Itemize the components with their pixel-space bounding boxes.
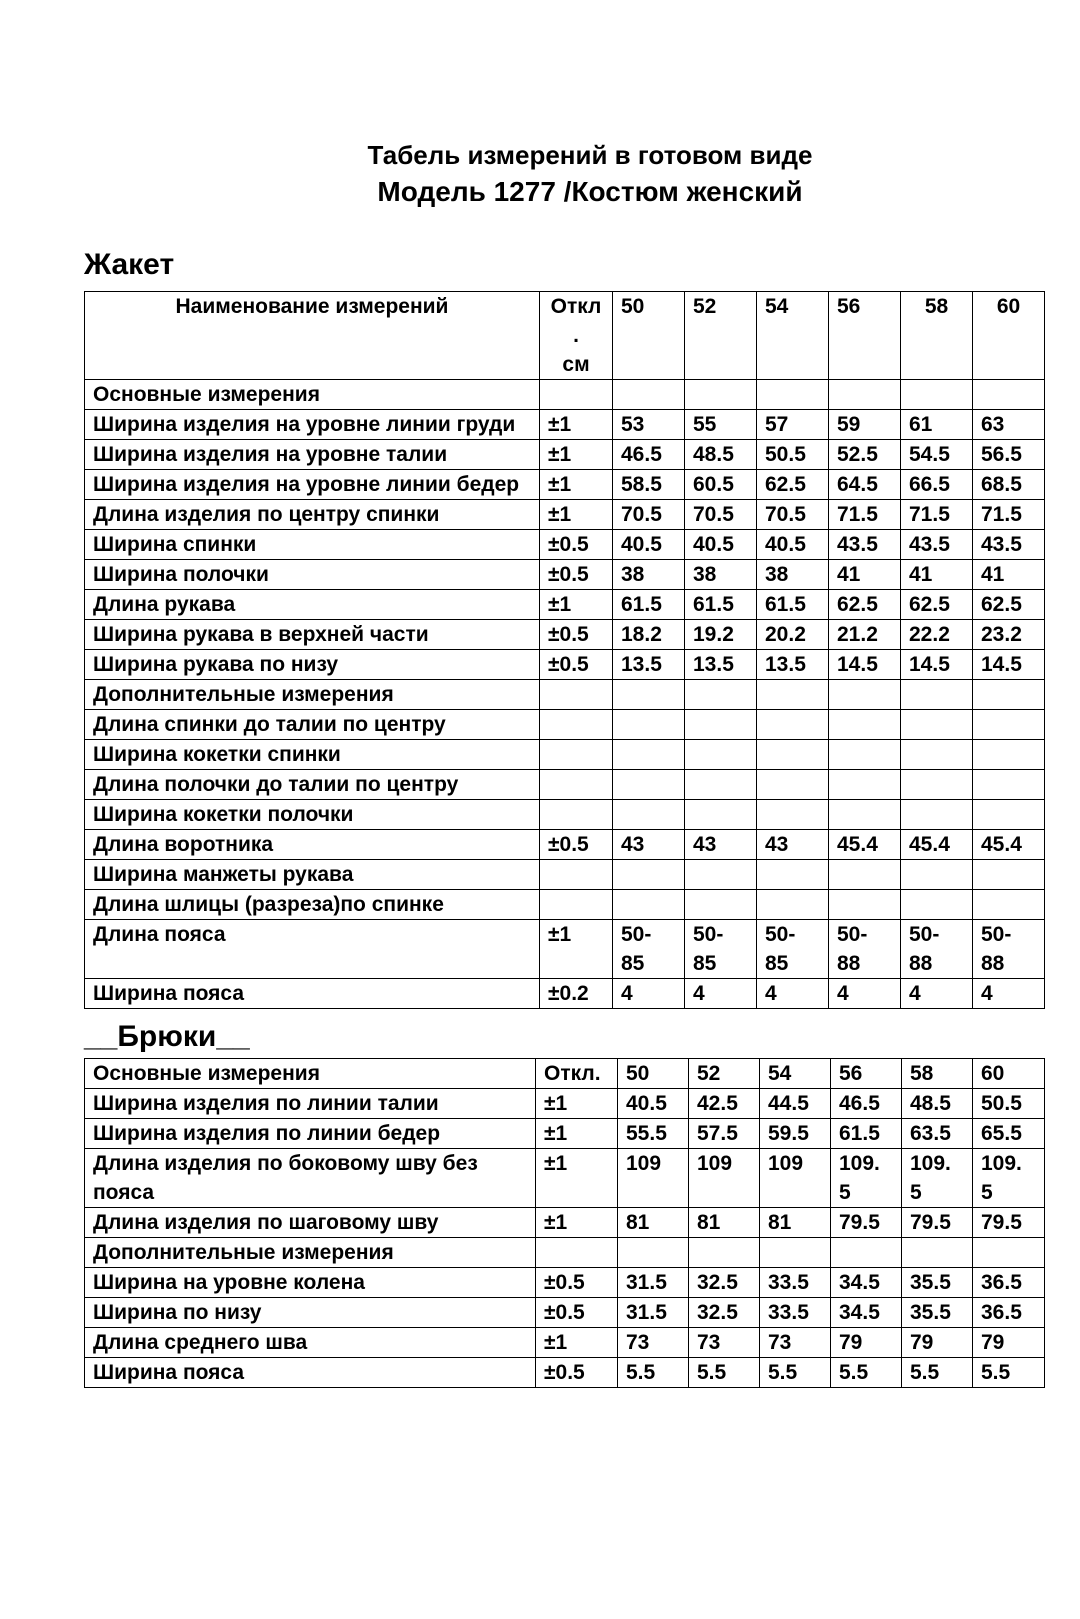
value-cell: 45.4 xyxy=(829,830,901,860)
measurement-name: Ширина изделия по линии бедер xyxy=(85,1119,536,1149)
value-cell xyxy=(685,740,757,770)
value-cell xyxy=(973,860,1045,890)
value-cell: 40.5 xyxy=(613,530,685,560)
measurement-name: Ширина кокетки полочки xyxy=(85,800,540,830)
value-cell: 68.5 xyxy=(973,470,1045,500)
measurement-name: Длина изделия по боковому шву без пояса xyxy=(85,1149,536,1208)
value-cell xyxy=(757,740,829,770)
value-cell xyxy=(685,680,757,710)
value-cell: 19.2 xyxy=(685,620,757,650)
table-row xyxy=(85,410,1045,440)
measurement-name: Длина рукава xyxy=(85,590,540,620)
measurement-name: Длина изделия по центру спинки xyxy=(85,500,540,530)
value-cell: 58.5 xyxy=(613,470,685,500)
value-cell xyxy=(973,710,1045,740)
value-cell: 14.5 xyxy=(829,650,901,680)
value-cell: 81 xyxy=(618,1208,689,1238)
measurement-name: Длина полочки до талии по центру xyxy=(85,770,540,800)
value-cell xyxy=(685,380,757,410)
value-cell: 40.5 xyxy=(757,530,829,560)
value-cell: 43.5 xyxy=(829,530,901,560)
table-row xyxy=(85,560,1045,590)
value-cell: 46.5 xyxy=(831,1089,902,1119)
tolerance-cell xyxy=(540,860,613,890)
header-size: 60 xyxy=(973,292,1045,380)
value-cell xyxy=(689,1238,760,1268)
value-cell: 62.5 xyxy=(829,590,901,620)
table-row xyxy=(85,1268,1045,1298)
tolerance-cell xyxy=(540,800,613,830)
tolerance-cell: ±1 xyxy=(540,920,613,979)
value-cell: 70.5 xyxy=(757,500,829,530)
tolerance-cell: ±0.5 xyxy=(540,530,613,560)
value-cell: 46.5 xyxy=(613,440,685,470)
value-cell: 5.5 xyxy=(973,1358,1045,1388)
value-cell xyxy=(901,890,973,920)
tolerance-cell: ±1 xyxy=(540,440,613,470)
table-row xyxy=(85,710,1045,740)
value-cell: 61.5 xyxy=(613,590,685,620)
value-cell: 45.4 xyxy=(973,830,1045,860)
tolerance-cell: ±1 xyxy=(536,1149,618,1208)
value-cell xyxy=(760,1238,831,1268)
value-cell: 13.5 xyxy=(685,650,757,680)
value-cell: 22.2 xyxy=(901,620,973,650)
value-cell: 50- 85 xyxy=(613,920,685,979)
value-cell: 50.5 xyxy=(757,440,829,470)
tolerance-cell xyxy=(540,710,613,740)
value-cell: 40.5 xyxy=(618,1089,689,1119)
measurement-name: Ширина на уровне колена xyxy=(85,1268,536,1298)
value-cell: 5.5 xyxy=(902,1358,973,1388)
value-cell xyxy=(973,1238,1045,1268)
tolerance-cell: ±1 xyxy=(540,500,613,530)
header-tolerance-line1: Откл xyxy=(550,295,602,318)
jacket-section-title: Жакет xyxy=(84,248,175,281)
value-cell xyxy=(901,680,973,710)
tolerance-cell: ±0.5 xyxy=(540,560,613,590)
value-cell: 56.5 xyxy=(973,440,1045,470)
tolerance-cell: ±1 xyxy=(536,1089,618,1119)
measurement-name: Дополнительные измерения xyxy=(85,680,540,710)
value-cell: 50- 88 xyxy=(829,920,901,979)
value-cell: 50 xyxy=(618,1059,689,1089)
value-cell: 63 xyxy=(973,410,1045,440)
value-cell: 50- 85 xyxy=(685,920,757,979)
value-cell: 4 xyxy=(829,979,901,1009)
value-cell xyxy=(613,380,685,410)
value-cell xyxy=(831,1238,902,1268)
measurement-name: Ширина изделия на уровне талии xyxy=(85,440,540,470)
measurement-name: Длина шлицы (разреза)по спинке xyxy=(85,890,540,920)
value-cell: 14.5 xyxy=(901,650,973,680)
tolerance-cell: ±1 xyxy=(540,590,613,620)
table-row xyxy=(85,530,1045,560)
value-cell xyxy=(829,710,901,740)
value-cell: 55.5 xyxy=(618,1119,689,1149)
value-cell xyxy=(613,770,685,800)
value-cell: 43 xyxy=(685,830,757,860)
value-cell: 4 xyxy=(757,979,829,1009)
value-cell xyxy=(973,380,1045,410)
value-cell: 60 xyxy=(973,1059,1045,1089)
value-cell: 33.5 xyxy=(760,1268,831,1298)
value-cell xyxy=(973,770,1045,800)
table-row xyxy=(85,380,1045,410)
value-cell: 61.5 xyxy=(685,590,757,620)
value-cell: 5.5 xyxy=(618,1358,689,1388)
value-cell: 48.5 xyxy=(685,440,757,470)
value-cell: 54.5 xyxy=(901,440,973,470)
value-cell: 14.5 xyxy=(973,650,1045,680)
header-size: 58 xyxy=(901,292,973,380)
value-cell: 71.5 xyxy=(901,500,973,530)
value-cell: 109. 5 xyxy=(973,1149,1045,1208)
measurement-name: Длина воротника xyxy=(85,830,540,860)
value-cell xyxy=(973,890,1045,920)
header-tolerance-line3: см xyxy=(562,353,590,376)
measurement-name: Ширина пояса xyxy=(85,1358,536,1388)
value-cell: 109 xyxy=(618,1149,689,1208)
value-cell xyxy=(613,710,685,740)
tolerance-cell: ±1 xyxy=(536,1208,618,1238)
value-cell: 109 xyxy=(760,1149,831,1208)
header-size: 50 xyxy=(613,292,685,380)
value-cell: 5.5 xyxy=(760,1358,831,1388)
tolerance-cell: ±0.5 xyxy=(536,1358,618,1388)
value-cell: 60.5 xyxy=(685,470,757,500)
value-cell xyxy=(829,860,901,890)
measurement-name: Основные измерения xyxy=(85,380,540,410)
value-cell: 53 xyxy=(613,410,685,440)
value-cell: 55 xyxy=(685,410,757,440)
value-cell xyxy=(685,710,757,740)
value-cell: 79.5 xyxy=(902,1208,973,1238)
table-row xyxy=(85,830,1045,860)
tolerance-cell: ±1 xyxy=(536,1328,618,1358)
value-cell xyxy=(613,860,685,890)
document-subtitle: Модель 1277 /Костюм женский xyxy=(377,176,803,207)
tolerance-cell xyxy=(540,380,613,410)
document-title: Табель измерений в готовом виде xyxy=(367,140,813,170)
value-cell xyxy=(973,740,1045,770)
tolerance-cell: ±0.5 xyxy=(540,650,613,680)
measurement-name: Ширина изделия по линии талии xyxy=(85,1089,536,1119)
value-cell: 34.5 xyxy=(831,1298,902,1328)
value-cell: 66.5 xyxy=(901,470,973,500)
measurement-name: Ширина пояса xyxy=(85,979,540,1009)
value-cell: 43.5 xyxy=(901,530,973,560)
value-cell: 23.2 xyxy=(973,620,1045,650)
measurement-name: Дополнительные измерения xyxy=(85,1238,536,1268)
table-row xyxy=(85,1298,1045,1328)
value-cell xyxy=(829,680,901,710)
value-cell xyxy=(829,770,901,800)
value-cell: 57 xyxy=(757,410,829,440)
value-cell: 42.5 xyxy=(689,1089,760,1119)
value-cell xyxy=(829,740,901,770)
measurement-name: Длина среднего шва xyxy=(85,1328,536,1358)
value-cell: 62.5 xyxy=(973,590,1045,620)
tolerance-cell: ±1 xyxy=(540,470,613,500)
measurement-name: Длина изделия по шаговому шву xyxy=(85,1208,536,1238)
value-cell: 109 xyxy=(689,1149,760,1208)
table-row xyxy=(85,979,1045,1009)
value-cell: 52 xyxy=(689,1059,760,1089)
value-cell xyxy=(973,800,1045,830)
value-cell: 36.5 xyxy=(973,1298,1045,1328)
tolerance-cell: ±0.5 xyxy=(536,1298,618,1328)
value-cell: 56 xyxy=(831,1059,902,1089)
value-cell xyxy=(757,800,829,830)
header-tolerance-line2: . xyxy=(573,324,579,347)
measurement-name: Ширина рукава по низу xyxy=(85,650,540,680)
value-cell xyxy=(757,890,829,920)
value-cell: 61.5 xyxy=(831,1119,902,1149)
value-cell: 43 xyxy=(757,830,829,860)
tolerance-cell xyxy=(540,680,613,710)
table-row xyxy=(85,1089,1045,1119)
table-row xyxy=(85,470,1045,500)
value-cell: 73 xyxy=(760,1328,831,1358)
value-cell: 65.5 xyxy=(973,1119,1045,1149)
value-cell: 57.5 xyxy=(689,1119,760,1149)
value-cell: 31.5 xyxy=(618,1268,689,1298)
value-cell: 48.5 xyxy=(902,1089,973,1119)
value-cell: 79.5 xyxy=(831,1208,902,1238)
header-size: 54 xyxy=(757,292,829,380)
header-size: 52 xyxy=(685,292,757,380)
tolerance-cell: ±0.5 xyxy=(536,1268,618,1298)
value-cell: 59 xyxy=(829,410,901,440)
value-cell xyxy=(902,1238,973,1268)
value-cell xyxy=(757,680,829,710)
value-cell: 70.5 xyxy=(685,500,757,530)
value-cell xyxy=(901,770,973,800)
header-size: 56 xyxy=(829,292,901,380)
tolerance-cell: ±1 xyxy=(536,1119,618,1149)
value-cell: 36.5 xyxy=(973,1268,1045,1298)
table-row xyxy=(85,800,1045,830)
value-cell: 61.5 xyxy=(757,590,829,620)
value-cell: 79 xyxy=(831,1328,902,1358)
value-cell: 5.5 xyxy=(689,1358,760,1388)
value-cell: 35.5 xyxy=(902,1298,973,1328)
value-cell: 13.5 xyxy=(757,650,829,680)
value-cell xyxy=(757,380,829,410)
measurement-name: Ширина спинки xyxy=(85,530,540,560)
value-cell xyxy=(618,1238,689,1268)
tolerance-cell: ±0.5 xyxy=(540,620,613,650)
value-cell: 50- 88 xyxy=(973,920,1045,979)
value-cell: 59.5 xyxy=(760,1119,831,1149)
value-cell: 40.5 xyxy=(685,530,757,560)
value-cell: 31.5 xyxy=(618,1298,689,1328)
value-cell xyxy=(757,860,829,890)
value-cell: 70.5 xyxy=(613,500,685,530)
value-cell xyxy=(613,890,685,920)
value-cell: 50- 85 xyxy=(757,920,829,979)
value-cell xyxy=(973,680,1045,710)
value-cell: 109. 5 xyxy=(902,1149,973,1208)
tolerance-cell xyxy=(536,1238,618,1268)
value-cell xyxy=(757,710,829,740)
value-cell: 33.5 xyxy=(760,1298,831,1328)
value-cell: 54 xyxy=(760,1059,831,1089)
value-cell: 50.5 xyxy=(973,1089,1045,1119)
value-cell: 44.5 xyxy=(760,1089,831,1119)
table-row xyxy=(85,590,1045,620)
value-cell xyxy=(829,800,901,830)
header-name: Наименование измерений xyxy=(85,292,540,380)
value-cell: 62.5 xyxy=(757,470,829,500)
value-cell: 4 xyxy=(901,979,973,1009)
value-cell: 43.5 xyxy=(973,530,1045,560)
tolerance-cell: ±0.2 xyxy=(540,979,613,1009)
measurement-name: Длина спинки до талии по центру xyxy=(85,710,540,740)
table-row xyxy=(85,1149,1045,1208)
value-cell xyxy=(901,860,973,890)
measurement-name: Ширина изделия на уровне линии бедер xyxy=(85,470,540,500)
trousers-section-title: __Брюки__ xyxy=(84,1020,250,1053)
table-row xyxy=(85,1328,1045,1358)
table-row xyxy=(85,1238,1045,1268)
value-cell: 5.5 xyxy=(831,1358,902,1388)
value-cell: 63.5 xyxy=(902,1119,973,1149)
value-cell: 38 xyxy=(613,560,685,590)
value-cell: 41 xyxy=(901,560,973,590)
tolerance-cell: ±1 xyxy=(540,410,613,440)
table-row xyxy=(85,650,1045,680)
value-cell: 20.2 xyxy=(757,620,829,650)
value-cell: 13.5 xyxy=(613,650,685,680)
value-cell: 38 xyxy=(757,560,829,590)
measurement-name: Ширина манжеты рукава xyxy=(85,860,540,890)
value-cell: 4 xyxy=(613,979,685,1009)
table-row xyxy=(85,620,1045,650)
value-cell: 45.4 xyxy=(901,830,973,860)
value-cell: 32.5 xyxy=(689,1268,760,1298)
table-row xyxy=(85,1119,1045,1149)
table-row xyxy=(85,1059,1045,1089)
value-cell xyxy=(613,740,685,770)
measurement-name: Ширина изделия на уровне линии груди xyxy=(85,410,540,440)
measurement-name: Ширина кокетки спинки xyxy=(85,740,540,770)
value-cell: 32.5 xyxy=(689,1298,760,1328)
measurement-name: Длина пояса xyxy=(85,920,540,979)
tolerance-cell xyxy=(540,890,613,920)
value-cell xyxy=(829,380,901,410)
tolerance-cell: Откл. xyxy=(536,1059,618,1089)
value-cell xyxy=(613,800,685,830)
value-cell xyxy=(685,860,757,890)
measurement-name: Основные измерения xyxy=(85,1059,536,1089)
measurement-name: Ширина рукава в верхней части xyxy=(85,620,540,650)
value-cell xyxy=(901,380,973,410)
value-cell: 52.5 xyxy=(829,440,901,470)
table-header-row xyxy=(85,292,1045,380)
value-cell: 109. 5 xyxy=(831,1149,902,1208)
value-cell: 35.5 xyxy=(902,1268,973,1298)
value-cell: 4 xyxy=(973,979,1045,1009)
value-cell: 4 xyxy=(685,979,757,1009)
value-cell: 34.5 xyxy=(831,1268,902,1298)
value-cell: 79 xyxy=(973,1328,1045,1358)
header-tolerance xyxy=(540,292,613,380)
value-cell: 64.5 xyxy=(829,470,901,500)
table-row xyxy=(85,860,1045,890)
value-cell: 61 xyxy=(901,410,973,440)
value-cell: 81 xyxy=(760,1208,831,1238)
value-cell: 38 xyxy=(685,560,757,590)
value-cell xyxy=(613,680,685,710)
value-cell: 73 xyxy=(618,1328,689,1358)
value-cell: 43 xyxy=(613,830,685,860)
table-row xyxy=(85,920,1045,979)
value-cell: 73 xyxy=(689,1328,760,1358)
value-cell xyxy=(685,800,757,830)
tolerance-cell xyxy=(540,740,613,770)
table-row xyxy=(85,770,1045,800)
value-cell: 71.5 xyxy=(973,500,1045,530)
table-row xyxy=(85,680,1045,710)
measurement-name: Ширина по низу xyxy=(85,1298,536,1328)
table-row xyxy=(85,1208,1045,1238)
table-row xyxy=(85,890,1045,920)
value-cell xyxy=(901,740,973,770)
value-cell: 18.2 xyxy=(613,620,685,650)
tolerance-cell xyxy=(540,770,613,800)
value-cell xyxy=(757,770,829,800)
value-cell xyxy=(901,710,973,740)
value-cell xyxy=(901,800,973,830)
value-cell: 58 xyxy=(902,1059,973,1089)
value-cell xyxy=(829,890,901,920)
table-row xyxy=(85,740,1045,770)
tolerance-cell: ±0.5 xyxy=(540,830,613,860)
measurement-name: Ширина полочки xyxy=(85,560,540,590)
value-cell xyxy=(685,890,757,920)
value-cell: 81 xyxy=(689,1208,760,1238)
table-row xyxy=(85,440,1045,470)
value-cell: 41 xyxy=(829,560,901,590)
value-cell xyxy=(685,770,757,800)
value-cell: 79.5 xyxy=(973,1208,1045,1238)
value-cell: 50- 88 xyxy=(901,920,973,979)
value-cell: 79 xyxy=(902,1328,973,1358)
jacket-measurements-table xyxy=(84,291,1045,1009)
value-cell: 71.5 xyxy=(829,500,901,530)
table-row xyxy=(85,500,1045,530)
value-cell: 41 xyxy=(973,560,1045,590)
value-cell: 62.5 xyxy=(901,590,973,620)
trousers-measurements-table xyxy=(84,1058,1045,1388)
value-cell: 21.2 xyxy=(829,620,901,650)
table-row xyxy=(85,1358,1045,1388)
